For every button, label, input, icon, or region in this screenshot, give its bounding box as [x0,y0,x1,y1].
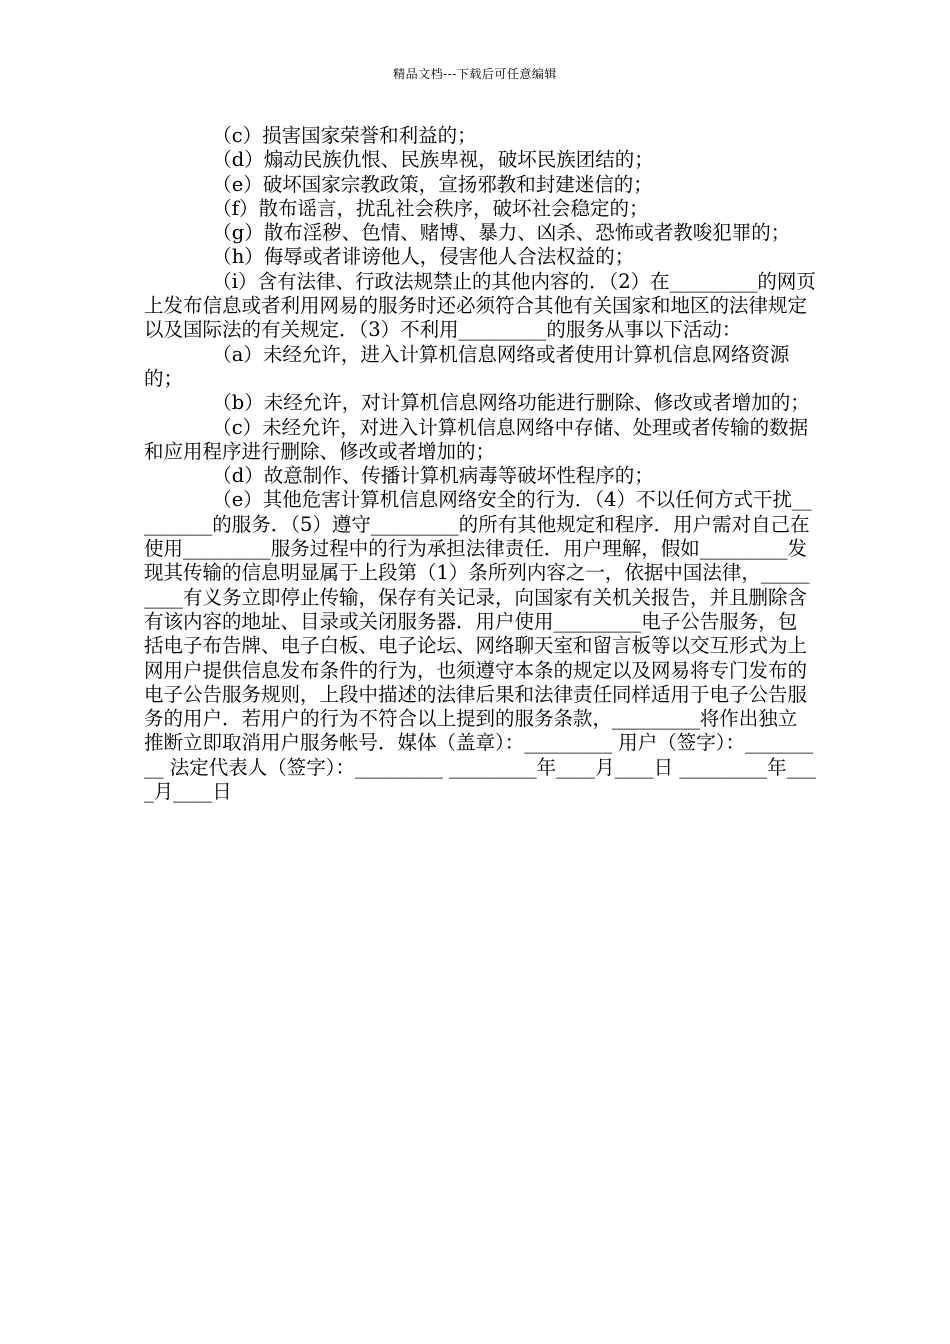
paragraph-g-obscene: （g）散布淫秽、色情、赌博、暴力、凶杀、恐怖或者教唆犯罪的； [212,221,791,245]
paragraph-e-religion: （e）破坏国家宗教政策，宣扬邪教和封建迷信的； [212,172,653,196]
paragraph-b-network-modification: （b）未经允许，对计算机信息网络功能进行删除、修改或者增加的； [212,391,810,415]
paragraph-f-rumors: （f）散布谣言，扰乱社会秩序，破坏社会稳定的； [212,196,649,220]
paragraph-d-ethnic: （d）煽动民族仇恨、民族卑视，破坏民族团结的； [212,148,654,172]
page-header: 精品文档---下载后可任意编辑 [393,67,557,81]
paragraph-h-insult: （h）侮辱或者诽谤他人，侵害他人合法权益的； [212,245,635,269]
document-body [144,124,816,804]
paragraph-c-honor: （c）损害国家荣誉和利益的； [212,124,477,147]
paragraph-a-unauthorized-access: （a）未经允许，进入计算机信息网络或者使用计算机信息网络资源的； [144,342,790,390]
paragraph-i-prohibited: （i）含有法律、行政法规禁止的其他内容的．（2）在_________的网页上发布信息或者利用网易的服务时还必须符合其他有关国家和地区的法律规定以及国际法的有关规定．（3）不利用_________的服务从事以下活动： [144,269,816,342]
paragraph-e-other-and-signatures: （e）其他危害计算机信息网络安全的行为．（4）不以任何方式干扰_________的服务．（5）遵守_________的所有其他规定和程序．用户需对自己在使用_________服务过程中的行为承担法律责任．用户理解，假如_________发现其传输的信息明显属于上段第（1）条所列内容之一，依据中国法律，_________有义务立即停止传输，保存有关记录，向国家有关机关报告，并且删除含有该内容的地址、目录或关闭服务器．用户使用_________电子公告服务，包括电子布告牌、电子白板、电子论坛、网络聊天室和留言板等以交互形式为上网用户提供信息发布条件的行为，也须遵守本条的规定以及网易将专门发布的电子公告服务规则，上段中描述的法律后果和法律责任同样适用于电子公告服务的用户．若用户的行为不符合以上提到的服务条款，_________将作出独立推断立即取消用户服务帐号．媒体（盖章）：_________ 用户（签字）：_________ 法定代表人（签字）：_________ _________年____月____日 _________年____月____日 [144,488,816,804]
paragraph-c-data-modification: （c）未经允许，对进入计算机信息网络中存储、处理或者传输的数据和应用程序进行删除、修改或者增加的； [144,415,809,463]
paragraph-d-virus: （d）故意制作、传播计算机病毒等破坏性程序的； [212,464,654,488]
